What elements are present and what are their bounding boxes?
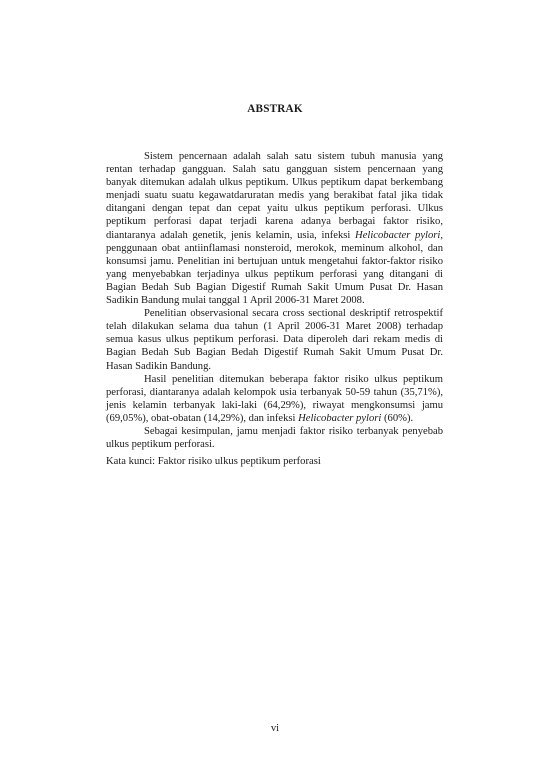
paragraph-3-text-b: (60%).	[381, 412, 414, 424]
paragraph-4: Sebagai kesimpulan, jamu menjadi faktor risiko terbanyak penyebab ulkus peptikum perforasi.	[106, 425, 443, 451]
paragraph-2: Penelitian observasional secara cross sectional deskriptif retrospektif telah dilakukan selama dua tahun (1 April 2006-31 Maret 2008) terhadap semua kasus ulkus peptikum perforasi. Data diperoleh dari rekam medis di Bagian Bedah Sub Bagian Bedah Digestif Rumah Sakit Umum Pusat Dr. Hasan Sadikin Bandung.	[106, 308, 443, 372]
paragraph-3-italic-term: Helicobacter pylori	[298, 412, 382, 424]
paragraph-3	[106, 373, 443, 425]
paragraph-1-italic-term: Helicobacter pylori	[355, 229, 441, 241]
page-title: ABSTRAK	[247, 103, 303, 115]
paragraph-1	[106, 150, 443, 307]
paragraph-1-text-b: , penggunaan obat antiinflamasi nonsteroid, merokok, meminum alkohol, dan konsumsi jamu. Penelitian ini bertujuan untuk mengetahui faktor-faktor risiko yang menyebabkan terjadinya ulkus peptikum perforasi yang ditangani di Bagian Bedah Sub Bagian Digestif Rumah Sakit Umum Pusat Dr. Hasan Sadikin Bandung mulai tanggal 1 April 2006-31 Maret 2008.	[106, 229, 443, 307]
paragraph-1-text-a: Sistem pencernaan adalah salah satu sistem tubuh manusia yang rentan terhadap gangguan. Salah satu gangguan sistem pencernaan yang banyak ditemukan adalah ulkus peptikum. Ulkus peptikum dapat berkembang menjadi suatu suatu kegawatdaruratan medis yang berakibat fatal jika tidak ditangani dengan tepat dan cepat yaitu ulkus peptikum perforasi. Ulkus peptikum perforasi dapat terjadi karena adanya berbagai faktor risiko, diantaranya adalah genetik, jenis kelamin, usia, infeksi	[106, 151, 443, 241]
paragraph-3-text-a: Hasil penelitian ditemukan beberapa faktor risiko ulkus peptikum perforasi, diantaranya adalah kelompok usia terbanyak 50-59 tahun (35,71%), jenis kelamin terbanyak laki-laki (64,29%), riwayat mengkonsumsi jamu (69,05%), obat-obatan (14,29%), dan infeksi	[106, 373, 443, 424]
keywords-line: Kata kunci: Faktor risiko ulkus peptikum perforasi	[106, 456, 321, 467]
page-number: vi	[270, 723, 280, 734]
abstract-body	[106, 150, 443, 451]
